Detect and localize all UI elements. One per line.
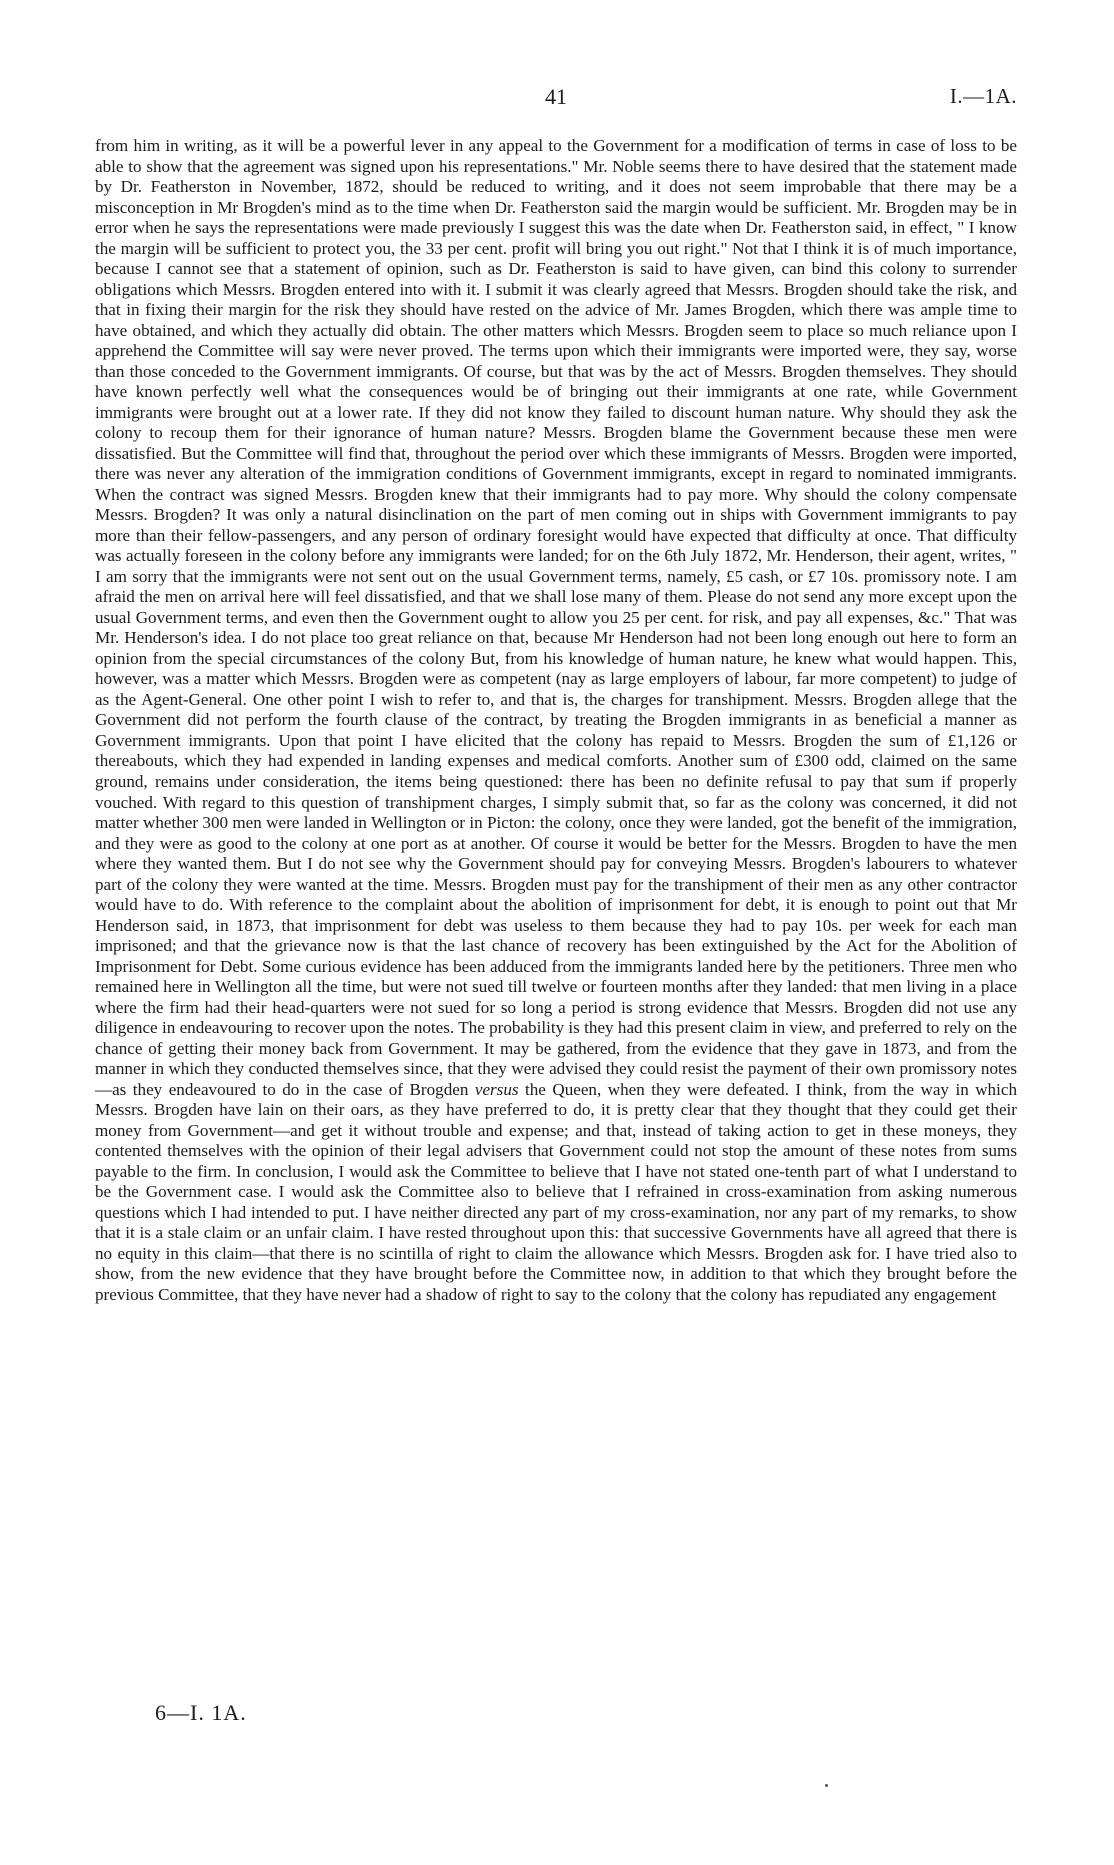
page-header <box>95 84 1017 114</box>
signature-mark: 6—I. 1A. <box>155 1700 247 1725</box>
document-reference: I.—1A. <box>949 84 1017 108</box>
body-text <box>95 136 1017 1305</box>
body-paragraph-part-2: the Queen, when they were defeated. I think, from the way in which Messrs. Brogden have lain on their oars, as they have preferred to do, it is pretty clear that they thought that they could get their money from Government—and get it without trouble and expense; and that, instead of taking action to get in these moneys, they contented themselves with the opinion of their legal advisers that Government could not stop the amount of these notes from sums payable to the firm. In conclusion, I would ask the Committee to believe that I have not stated one-tenth part of what I understand to be the Government case. I would ask the Committee also to believe that I refrained in cross-examination from asking numerous questions which I had intended to put. I have neither directed any part of my cross-examination, nor any part of my remarks, to show that it is a stale claim or an unfair claim. I have rested throughout upon this: that successive Governments have all agreed that there is no equity in this claim—that there is no scintilla of right to claim the allowance which Messrs. Brogden ask for. I have tried also to show, from the new evidence that they have brought before the Committee now, in addition to that which they brought before the previous Committee, that they have never had a shadow of right to say to the colony that the colony has repudiated any engagement <box>95 1079 1017 1304</box>
page-number: 41 <box>545 84 567 109</box>
versus-italic: versus <box>474 1079 519 1099</box>
print-speck <box>825 1784 828 1787</box>
body-paragraph-part-1: from him in writing, as it will be a powerful lever in any appeal to the Government for a modification of terms in case of loss to be able to show that the agreement was signed upon his representations." Mr. Noble seems there to have desired that the statement made by Dr. Featherston in November, 1872, should be reduced to writing, and it does not seem improbable that there may be a misconception in Mr Brogden's mind as to the time when Dr. Featherston said the margin would be sufficient. Mr. Brogden may be in error when he says the representations were made previously I suggest this was the date when Dr. Featherston said, in effect, " I know the margin will be sufficient to protect you, the 33 per cent. profit will bring you out right." Not that I think it is of much importance, because I cannot see that a statement of opinion, such as Dr. Featherston is said to have given, can bind this colony to surrender obligations which Messrs. Brogden entered into with it. I submit it was clearly agreed that Messrs. Brogden should take the risk, and that in fixing their margin for the risk they should have rested on the advice of Mr. James Brogden, which there was ample time to have obtained, and which they actually did obtain. The other matters which Messrs. Brogden seem to place so much reliance upon I apprehend the Committee will say were never proved. The terms upon which their immigrants were imported were, they say, worse than those conceded to the Government immigrants. Of course, but that was by the act of Messrs. Brogden themselves. They should have known perfectly well what the consequences would be of bringing out their immigrants at one rate, while Government immigrants were brought out at a lower rate. If they did not know they failed to discount human nature. Why should they ask the colony to recoup them for their ignorance of human nature? Messrs. Brogden blame the Government because these men were dissatisfied. But the Committee will find that, throughout the period over which these immigrants of Messrs. Brogden were imported, there was never any alteration of the immigration conditions of Government immigrants, except in regard to nominated immigrants. When the contract was signed Messrs. Brogden knew that their immigrants had to pay more. Why should the colony compensate Messrs. Brogden? It was only a natural disinclination on the part of men coming out in ships with Government immigrants to pay more than their fellow-passengers, and any person of ordinary foresight would have expected that difficulty at once. That difficulty was actually foreseen in the colony before any immigrants were landed; for on the 6th July 1872, Mr. Henderson, their agent, writes, " I am sorry that the immigrants were not sent out on the usual Government terms, namely, £5 cash, or £7 10s. promissory note. I am afraid the men on arrival here will feel dissatisfied, and that we shall lose many of them. Please do not send any more except upon the usual Government terms, and even then the Government ought to allow you 25 per cent. for risk, and pay all expenses, &c." That was Mr. Henderson's idea. I do not place too great reliance on that, because Mr Henderson had not been long enough out here to form an opinion from the special circumstances of the colony But, from his knowledge of human nature, he knew what would happen. This, however, was a matter which Messrs. Brogden were as competent (nay as large employers of labour, far more competent) to judge of as the Agent-General. One other point I wish to refer to, and that is, the charges for transhipment. Messrs. Brogden allege that the Government did not perform the fourth clause of the contract, by treating the Brogden immigrants in as beneficial a manner as Government immigrants. Upon that point I have elicited that the colony has repaid to Messrs. Brogden the sum of £1,126 or thereabouts, which they had expended in landing expenses and medical comforts. Another sum of £300 odd, claimed on the same ground, remains under consideration, the items being questioned: there has been no definite refusal to pay that sum if properly vouched. With regard to this question of transhipment charges, I simply submit that, so far as the colony was concerned, it did not matter whether 300 men were landed in Wellington or in Picton: the colony, once they were landed, got the benefit of the immigration, and they were as good to the colony at one port as at another. Of course it would be better for the Messrs. Brogden to have the men where they wanted them. But I do not see why the Government should pay for conveying Messrs. Brogden's labourers to whatever part of the colony they were wanted at the time. Messrs. Brogden must pay for the transhipment of their men as any other contractor would have to do. With reference to the complaint about the abolition of imprisonment for debt, it is enough to point out that Mr Henderson said, in 1873, that imprisonment for debt was useless to them because they had to pay 10s. per week for each man imprisoned; and that the grievance now is that the last chance of recovery has been extinguished by the Act for the Abolition of Imprisonment for Debt. Some curious evidence has been adduced from the immigrants landed here by the petitioners. Three men who remained here in Wellington all the time, but were not sued till twelve or fourteen months after they landed: that men living in a place where the firm had their head-quarters were not sued for so long a period is strong evidence that Messrs. Brogden did not use any diligence in endeavouring to recover upon the notes. The probability is they had this present claim in view, and preferred to rely on the chance of getting their money back from Government. It may be gathered, from the evidence that they gave in 1873, and from the manner in which they conducted themselves since, that they were advised they could resist the payment of their own promissory notes—as they endeavoured to do in the case of Brogden <box>95 136 1017 1099</box>
